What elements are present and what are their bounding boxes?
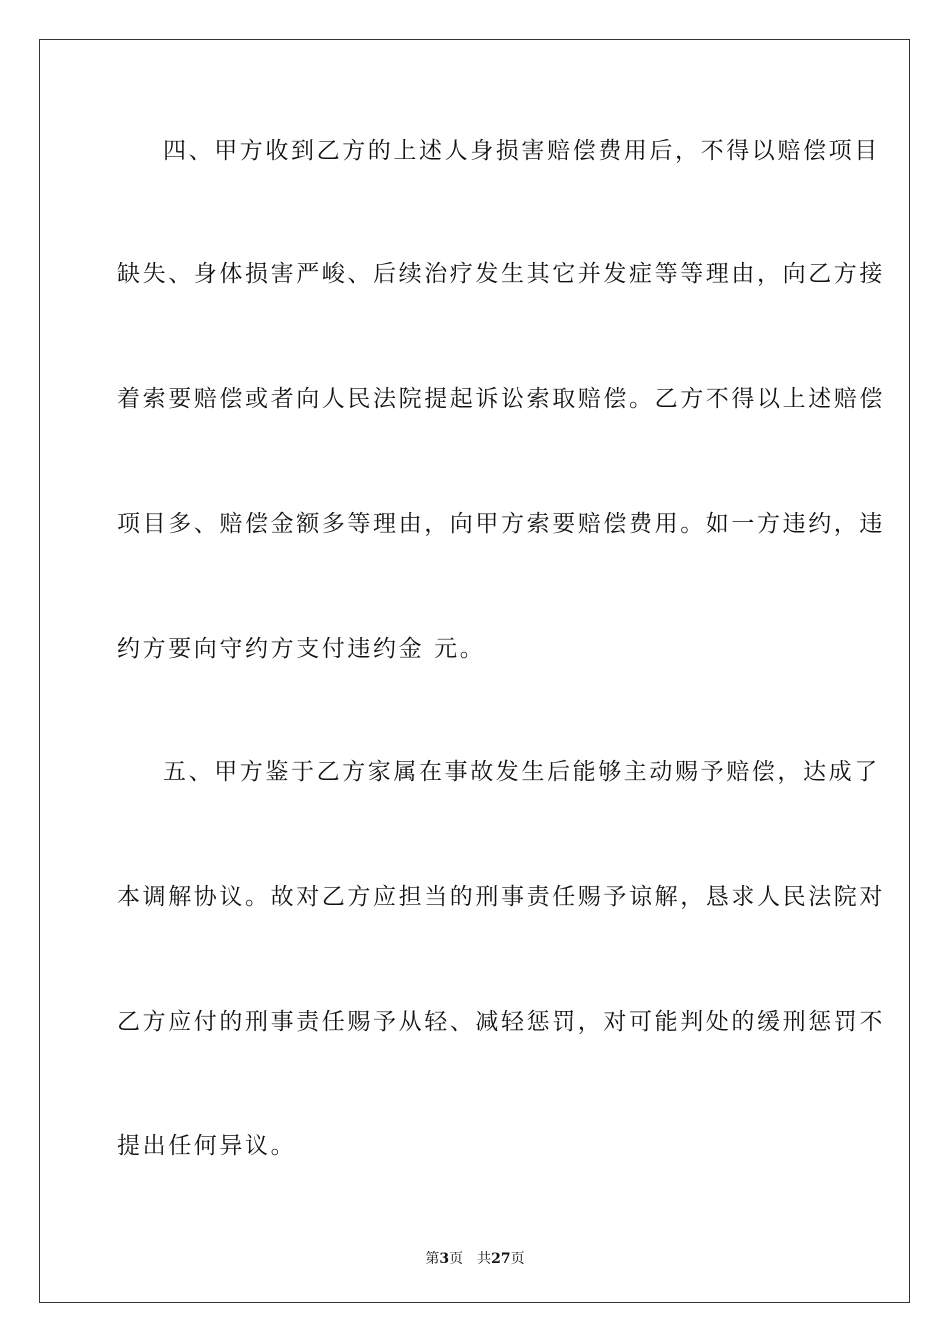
footer-total-prefix: 共 [477,1251,492,1267]
footer-page-number: 3 [439,1251,450,1267]
page-border [39,39,910,1303]
paragraph-4-line-2: 缺失、身体损害严峻、后续治疗发生其它并发症等等理由，向乙方接 [117,261,885,287]
footer-total-pages: 27 [491,1251,511,1267]
paragraph-4-line-4: 项目多、赔偿金额多等理由，向甲方索要赔偿费用。如一方违约，违 [117,511,885,537]
footer-page-suffix: 页 [449,1251,464,1267]
paragraph-5-line-3: 乙方应付的刑事责任赐予从轻、减轻惩罚，对可能判处的缓刑惩罚不 [117,1009,885,1035]
paragraph-4-line-5: 约方要向守约方支付违约金 元。 [117,636,486,662]
page-footer [0,1250,950,1268]
footer-page-prefix: 第 [425,1251,440,1267]
paragraph-4-line-3: 着索要赔偿或者向人民法院提起诉讼索取赔偿。乙方不得以上述赔偿 [117,386,885,412]
paragraph-5-line-2: 本调解协议。故对乙方应担当的刑事责任赐予谅解，恳求人民法院对 [117,884,885,910]
paragraph-5-line-4: 提出任何异议。 [117,1133,297,1159]
paragraph-5-line-1: 五、甲方鉴于乙方家属在事故发生后能够主动赐予赔偿，达成了 [163,759,880,785]
paragraph-4-line-1: 四、甲方收到乙方的上述人身损害赔偿费用后，不得以赔偿项目 [163,138,880,164]
footer-total-suffix: 页 [510,1251,525,1267]
